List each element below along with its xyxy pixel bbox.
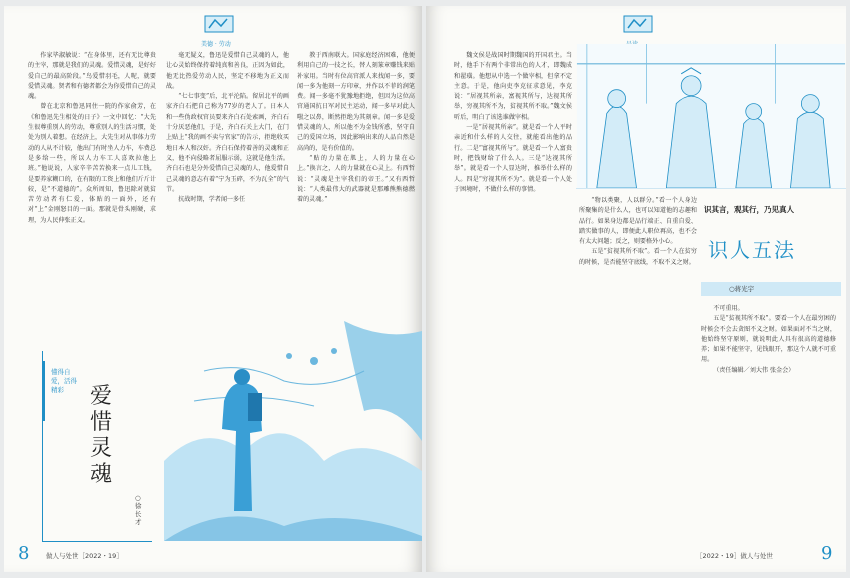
paragraph: 作家毕淑敏说：“在身体里，还有无比尊贵的主宰，那就是我们的灵魂。爱惜灵魂，是好好爱自己的最高阶段。”鸟爱惜羽毛，人呢，就要爱惜灵魂。贤者和有德者都会为你爱惜自己的灵魂。	[28, 52, 156, 101]
page-number: 8	[18, 543, 30, 564]
paragraph: “物以类聚，人以群分。”看一个人身边所聚集的是什么人，也可以知道他的志趣和品行。如果身边都是品行端正、自重自爱、踏实做事的人，即便此人职位再高，也不会有太大问题；反之，则要格外小心。	[579, 197, 697, 246]
paragraph: 教于西南联大。国家庭经济困难，他便利用自己的一技之长，替人刻篆章赚钱来贴补家用。当时有位高官派人来找闻一多，要闻一多为他刻一方印章，并作以不菲的润笔费。闻一多毫不犹豫地拒绝，但因为这位高官通国抗日军对民主运动，闻一多早对此人嗤之以鼻，断然拒绝为其刻章。闻一多是爱惜灵魂的人，所以他不为金钱所惑，坚守自己的爱国立场，因此影响出来的人品自然是高尚的，是有价值的。	[297, 52, 415, 152]
article-subtitle: 懂得自爱，活得精彩	[51, 368, 77, 394]
headline-subtitle: 识其言，观其行，乃见真人	[704, 205, 794, 214]
left-column-2	[166, 51, 289, 316]
article-author: ○徐长才	[135, 494, 142, 526]
column-tag: 美德 · 劳动	[201, 41, 231, 48]
left-page	[4, 6, 422, 572]
right-column-1	[454, 51, 572, 471]
right-page	[426, 6, 846, 572]
paragraph: 魏文侯是战国时期魏国的开国君主。当时，他手下有两个非常出色的人才，即魏成和翟璜。他想从中选一个做宰相，但拿不定主意。于是，他向吏李克征求意见，李克说：“居视其所亲，富视其所与，达视其所举，穷视其所不为，贫视其所不取。”魏文侯听后，明白了该选谁做宰相。	[454, 52, 572, 121]
paragraph: 一是“居视其所亲”。就是看一个人平时亲近和什么样的人交往，就能看出他的品行。二是“富视其所与”。就是看一个人富贵时，把钱财给了什么人。三是“达视其所举”。就是看一个人显达时，推举什么样的人。四是“穷视其所不为”。就是看一个人处于困境时，不做什么样的事情。	[454, 124, 572, 193]
paragraph: “七七事变”后，北平沦陷。留居北平的画家齐白石把自己称为77岁的老人了。日本人和一些伪政权官员要来齐白石处索画，齐白石十分厌恶他们，于是，齐白石关上大门，在门上贴上“我的画不卖与官家”的告示，拒绝收买地日本人和汉奸。齐白石保持着善的灵魂和正义，他不向侵略者屈服示弱，这就是他生活。齐白石也是分外爱惜自己灵魂的人，他爱惜自己灵魂的意志有着“宁为玉碎，不为瓦全”的气节。	[166, 93, 289, 193]
page-number: 9	[821, 543, 833, 564]
court-scene-illustration	[576, 44, 846, 189]
column-logo-icon	[199, 14, 239, 38]
article-title: 爱惜灵魂	[90, 384, 113, 487]
left-column-3	[297, 51, 415, 311]
right-column-2	[579, 196, 697, 471]
page-footer: 做人与处世［2022・19］	[46, 552, 123, 560]
paragraph: 毫无疑义，鲁迅是爱惜自己灵魂的人，他让心灵始终保持着纯真和善良，正因为如此，他无比热爱劳动人民，坚定不移地为正义而战。	[166, 52, 289, 90]
article-title: 识人五法	[708, 238, 796, 262]
editor-credit: （责任编辑／刘大伟 张金会）	[713, 366, 795, 374]
title-bracket-line	[42, 541, 152, 542]
accent-bar	[42, 361, 45, 421]
article-author: ○蒋光宇	[701, 282, 841, 296]
paragraph: 五是“贫视其所不取”。看一个人在贫穷的时候，是否能坚守底线，不取不义之财。	[579, 248, 697, 266]
paragraph: 抗战时期，学者闻一多任	[178, 196, 246, 204]
page-footer: ［2022・19］做人与处世	[696, 552, 773, 560]
paragraph: 不可重用。	[713, 305, 744, 312]
paragraph: 五是“贫视其所不取”。要看一个人在最穷困的时候会不会去贪图不义之财。如果面对不当之财，他始终坚守原则，就说明此人具有很高的道德修养；如果不能坚守，见钱眼开，那这个人就不可重用。	[701, 315, 836, 364]
paragraph: “贴的力量在肌上，人的力量在心上。”换言之，人的力量就在心灵上。有西哲说：“灵魂是主宰我们的帝王。”又有西哲说：“人类最伟大的武器就是那雕熊熊德燃着的灵魂。”	[297, 154, 415, 204]
left-column-1	[28, 51, 156, 351]
paragraph: 曾在北京和鲁迅同住一院的作家俞芳，在《和鲁迅先生相处的日子》一文中回忆：“大先生很尊重别人的劳动，尊重别人的生活习惯，处处为别人着想。在经济上，大先生对从事体力劳动的人从不计较，他出门有时坐人力车，车费总是多给一些，所以人力车工人喜欢拉他上班。”他说说，人家辛辛苦苦换来一点儿工钱，是要养家糊口的，在有限的工资上和他们斤斤计较，是“不道德的”。众所周知，鲁迅除对就贫苦劳动者有仁爱，体贴的一面外，还有对“上”金刚怒目的一面。那就是骨头刚硬，求理，为人民伸张正义。	[28, 103, 156, 224]
hiker-illustration	[164, 311, 422, 541]
column-logo-icon	[618, 14, 658, 38]
right-column-3	[701, 304, 836, 464]
